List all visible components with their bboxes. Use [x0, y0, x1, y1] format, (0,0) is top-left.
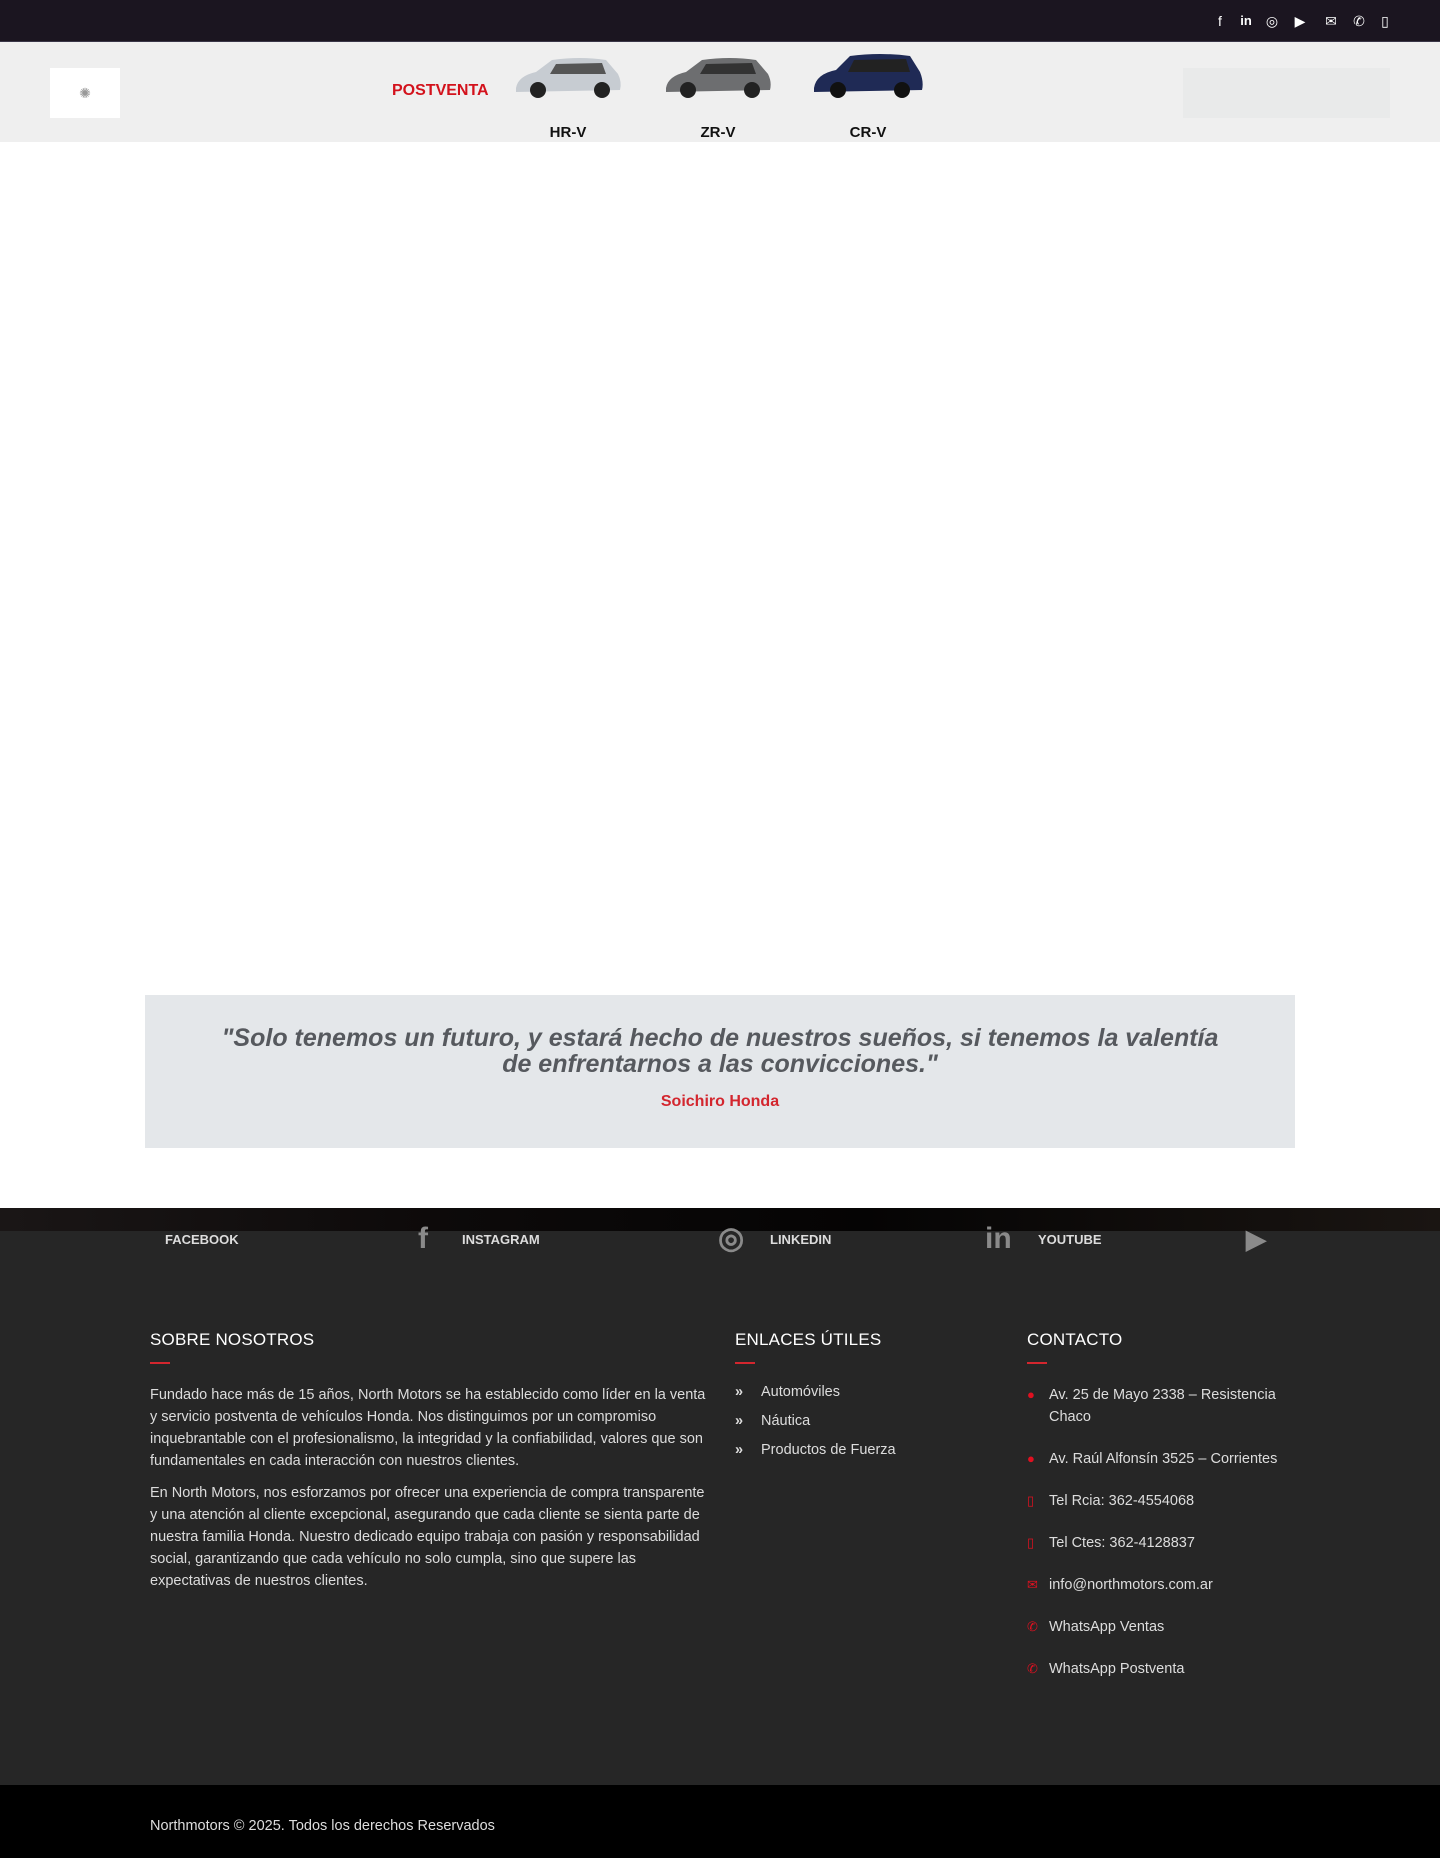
map-pin-icon: ● [1027, 1451, 1035, 1466]
contact-whatsapp-ventas[interactable] [1027, 1616, 1297, 1638]
mobile-icon: ▯ [1027, 1493, 1035, 1508]
email-icon[interactable]: ✉ [1325, 13, 1337, 29]
logo-loading-spinner-icon[interactable]: ✺ [50, 68, 120, 118]
quote-author: Soichiro Honda [660, 1093, 780, 1110]
link-label[interactable]: Náutica [761, 1413, 811, 1429]
envelope-icon: ✉ [1027, 1577, 1038, 1592]
contact-text[interactable]: WhatsApp Postventa [1049, 1661, 1185, 1677]
header-placeholder-box [1183, 68, 1390, 118]
instagram-icon[interactable]: ◎ [718, 1222, 745, 1255]
mobile-icon[interactable]: ▯ [1381, 13, 1389, 29]
model-label[interactable]: HR-V [549, 124, 587, 141]
link-label[interactable]: Productos de Fuerza [761, 1442, 896, 1458]
double-chevron-right-icon: » [735, 1384, 744, 1400]
link-label[interactable]: Automóviles [761, 1384, 840, 1400]
contact-address-corrientes [1027, 1448, 1297, 1470]
nav-postventa[interactable]: POSTVENTA [392, 82, 489, 99]
contact-title: CONTACTO [1027, 1330, 1123, 1349]
contact-email[interactable] [1027, 1574, 1297, 1596]
about-column [150, 1330, 710, 1602]
about-paragraph: Fundado hace más de 15 años, North Motors se ha establecido como líder en la venta y servicio postventa de vehículos Honda. Nos distinguimos por un compromiso inquebrantable con el profesionalismo, la integridad y la confiabilidad, valores que son fundamentales en cada interacción con nuestros clientes. [150, 1387, 706, 1469]
social-facebook-link[interactable]: FACEBOOK [165, 1232, 239, 1247]
links-title: ENLACES ÚTILES [735, 1330, 882, 1349]
copyright-text: Northmotors © 2025. Todos los derechos Reservados [150, 1818, 495, 1834]
youtube-icon[interactable]: ▶ [1294, 13, 1306, 29]
whatsapp-icon: ✆ [1027, 1619, 1038, 1634]
about-paragraph: En North Motors, nos esforzamos por ofrecer una experiencia de compra transparente y una atención al cliente excepcional, asegurando que cada cliente se sienta parte de nuestra familia Honda. Nuestro dedicado equipo trabaja con pasión y responsabilidad social, garantizando que cada vehículo no solo cumpla, sino que supere las expectativas de nuestros clientes. [150, 1485, 705, 1589]
contact-column [1027, 1330, 1297, 1700]
social-instagram-link[interactable]: INSTAGRAM [462, 1232, 540, 1247]
contact-address-resistencia [1027, 1384, 1297, 1428]
contact-text[interactable]: Tel Rcia: 362-4554068 [1049, 1493, 1195, 1509]
link-productos-fuerza[interactable] [735, 1442, 995, 1458]
car-crv-image[interactable] [810, 52, 926, 102]
model-label[interactable]: ZR-V [700, 124, 736, 141]
title-underline [735, 1362, 755, 1364]
footer [0, 1208, 1440, 1785]
double-chevron-right-icon: » [735, 1442, 744, 1458]
linkedin-icon[interactable]: in [985, 1222, 1012, 1255]
car-hrv-image[interactable] [510, 52, 626, 102]
model-label[interactable]: CR-V [849, 124, 887, 141]
instagram-icon[interactable]: ◎ [1265, 13, 1279, 29]
quote-block [145, 995, 1295, 1148]
quote-text: "Solo tenemos un futuro, y estará hecho de nuestros sueños, si tenemos la valentía de enfrentarnos a las convicciones." [221, 1024, 1219, 1078]
site-header [0, 42, 1440, 142]
linkedin-icon[interactable]: in [1240, 13, 1252, 28]
link-automoviles[interactable] [735, 1384, 995, 1400]
contact-whatsapp-postventa[interactable] [1027, 1658, 1297, 1680]
contact-text: Av. Raúl Alfonsín 3525 – Corrientes [1049, 1451, 1278, 1467]
mobile-icon: ▯ [1027, 1535, 1035, 1550]
contact-text[interactable]: Tel Ctes: 362-4128837 [1049, 1535, 1195, 1551]
about-title: SOBRE NOSOTROS [150, 1330, 315, 1349]
links-column [735, 1330, 995, 1471]
whatsapp-icon: ✆ [1027, 1661, 1038, 1676]
contact-text: Av. 25 de Mayo 2338 – Resistencia Chaco [1049, 1387, 1276, 1425]
contact-phone-rcia[interactable] [1027, 1490, 1297, 1512]
title-underline [1027, 1362, 1047, 1364]
contact-text[interactable]: info@northmotors.com.ar [1049, 1577, 1213, 1593]
whatsapp-icon[interactable]: ✆ [1353, 13, 1365, 29]
double-chevron-right-icon: » [735, 1413, 744, 1429]
facebook-icon[interactable]: f [1218, 13, 1222, 29]
social-linkedin-link[interactable]: LINKEDIN [770, 1232, 832, 1247]
copyright-bar [0, 1785, 1440, 1858]
youtube-icon[interactable]: ▶ [1246, 1224, 1266, 1254]
map-pin-icon: ● [1027, 1387, 1035, 1402]
top-bar [0, 0, 1440, 42]
link-nautica[interactable] [735, 1413, 995, 1429]
title-underline [150, 1362, 170, 1364]
facebook-icon[interactable]: f [418, 1222, 428, 1255]
contact-phone-ctes[interactable] [1027, 1532, 1297, 1554]
social-youtube-link[interactable]: YOUTUBE [1038, 1232, 1102, 1247]
car-zrv-image[interactable] [660, 52, 776, 102]
contact-text[interactable]: WhatsApp Ventas [1049, 1619, 1165, 1635]
